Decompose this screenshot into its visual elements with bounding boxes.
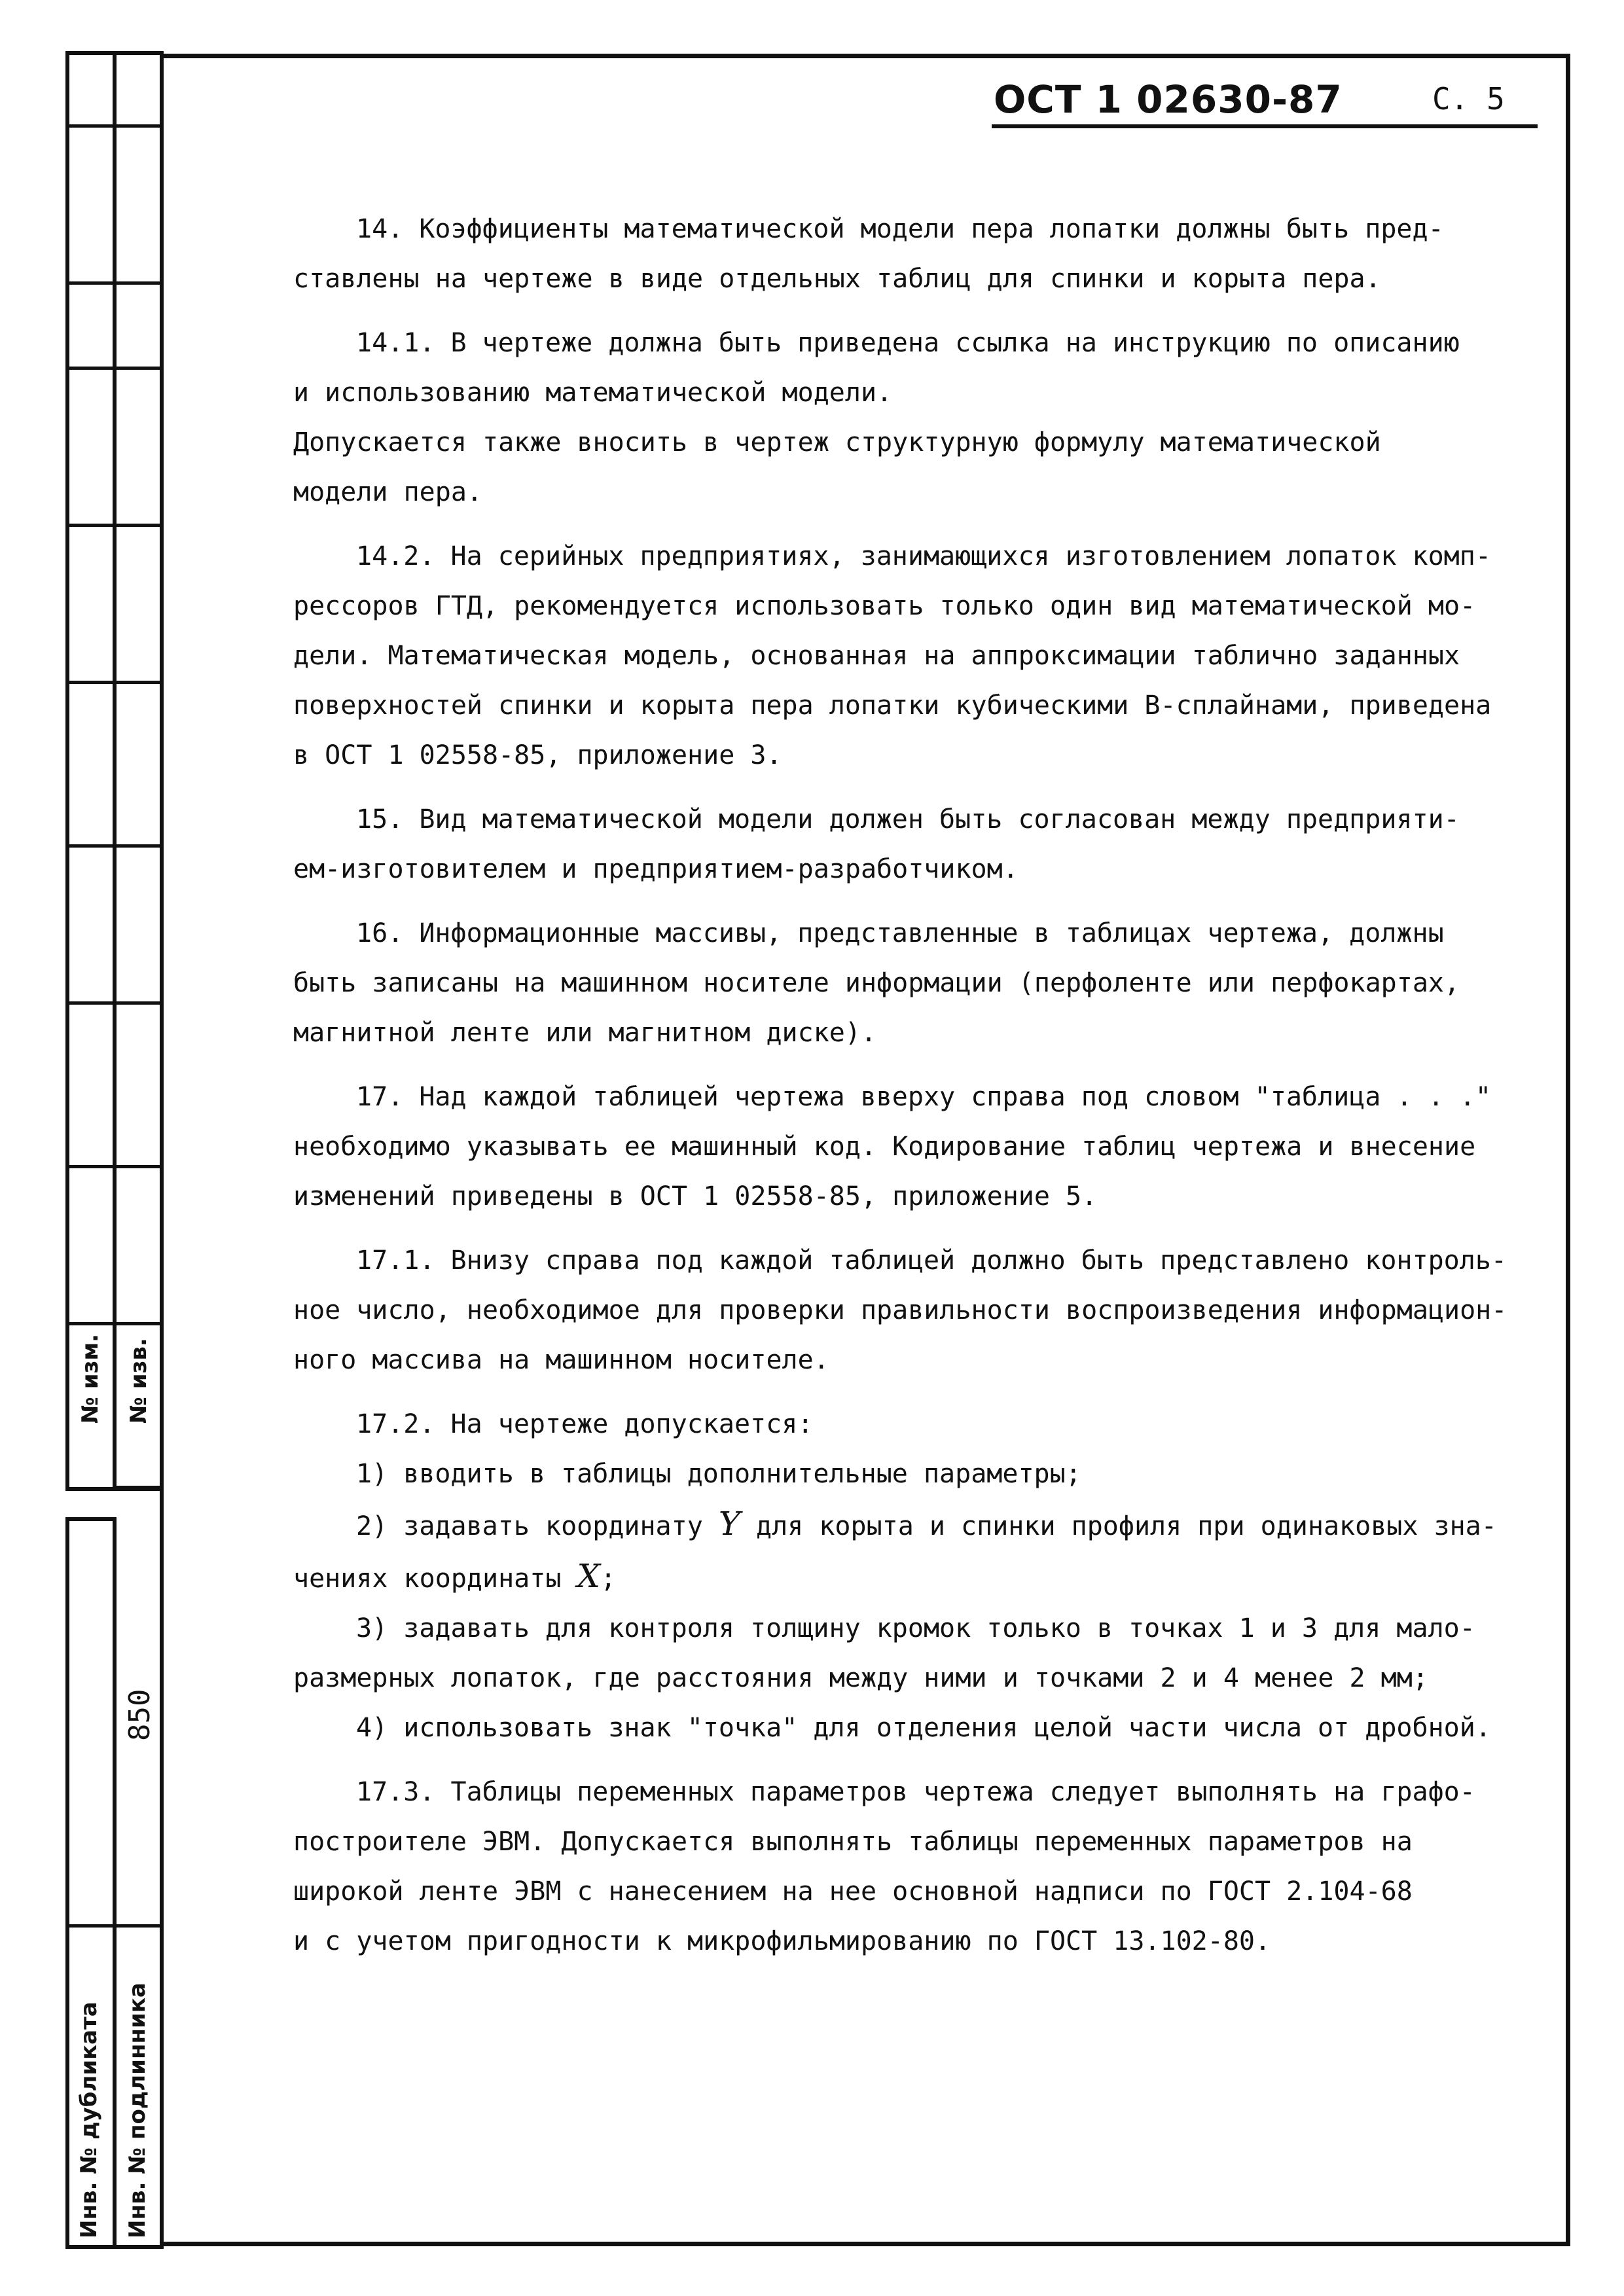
- document-code: ОСТ 1 02630-87: [994, 77, 1343, 122]
- list-item-3: 3) задавать для контроля толщину кромок только в точках 1 и 3 для мало-: [356, 1613, 1475, 1643]
- paragraph-14-line: 14. Коэффициенты математической модели пера лопатки должны быть пред-: [356, 214, 1444, 244]
- paragraph-15-line: 15. Вид математической модели должен быть согласован между предприяти-: [356, 804, 1460, 834]
- list-item-3: размерных лопаток, где расстояния между ними и точками 2 и 4 менее 2 мм;: [293, 1663, 1428, 1693]
- paragraph-17-1-line: 17.1. Внизу справа под каждой таблицей должно быть представлено контроль-: [356, 1246, 1507, 1276]
- paragraph-17-3-line: и с учетом пригодности к микрофильмированию по ГОСТ 13.102-80.: [293, 1926, 1271, 1956]
- paragraph-17-1-line: ное число, необходимое для проверки правильности воспроизведения информацион-: [293, 1295, 1507, 1325]
- list-item-4: 4) использовать знак "точка" для отделения целой части числа от дробной.: [356, 1713, 1491, 1743]
- paragraph-14-1-line: и использованию математической модели.: [293, 378, 893, 408]
- paragraph-14-2-line: 14.2. На серийных предприятиях, занимающихся изготовлением лопаток комп-: [356, 541, 1491, 571]
- paragraph-17-3-line: построителе ЭВМ. Допускается выполнять таблицы переменных параметров на: [293, 1827, 1413, 1857]
- list-item-2-text: для корыта и спинки профиля при одинаковых зна-: [740, 1511, 1497, 1541]
- paragraph-17-line: изменений приведены в ОСТ 1 02558-85, приложение 5.: [293, 1181, 1098, 1211]
- change-number-label: № изм.: [77, 1333, 103, 1424]
- margin-cell-divider: [65, 367, 164, 370]
- header-rule: [992, 124, 1538, 128]
- margin-cell-divider: [65, 281, 164, 285]
- paragraph-14-2-line: рессоров ГТД, рекомендуется использовать только один вид математической мо-: [293, 591, 1476, 621]
- list-item-2: [293, 1499, 1524, 1551]
- margin-cell-divider: [65, 1165, 164, 1168]
- paragraph-16-line: магнитной ленте или магнитном диске).: [293, 1018, 877, 1048]
- paragraph-17-3-line: широкой ленте ЭВМ с нанесением на нее основной надписи по ГОСТ 2.104-68: [293, 1876, 1413, 1907]
- paragraph-14-line: ставлены на чертеже в виде отдельных таблиц для спинки и корыта пера.: [293, 264, 1381, 294]
- paragraph-14-1-line: 14.1. В чертеже должна быть приведена ссылка на инструкцию по описанию: [356, 328, 1460, 358]
- paragraph-15-line: ем-изготовителем и предприятием-разработчиком.: [293, 854, 1019, 884]
- margin-strip-left-top: [65, 51, 117, 1491]
- paragraph-17-1-line: ного массива на машинном носителе.: [293, 1345, 829, 1375]
- page-number: С. 5: [1432, 81, 1505, 117]
- margin-cell-divider: [65, 1322, 164, 1325]
- document-body: [293, 204, 1524, 1966]
- duplicate-inventory-label: Инв. № дубликата: [76, 2001, 102, 2238]
- paragraph-14-2-line: в ОСТ 1 02558-85, приложение 3.: [293, 740, 782, 770]
- margin-cell-divider: [65, 1924, 164, 1928]
- paragraph-16-line: 16. Информационные массивы, представленные в таблицах чертежа, должны: [356, 918, 1444, 948]
- margin-cell-divider: [65, 1001, 164, 1005]
- paragraph-17-3-line: 17.3. Таблицы переменных параметров чертежа следует выполнять на графо-: [356, 1777, 1475, 1807]
- list-item-2-text: 2) задавать координату: [356, 1511, 719, 1541]
- margin-cell-divider: [65, 844, 164, 848]
- coordinate-y-symbol: Y: [718, 1505, 740, 1543]
- paragraph-16-line: быть записаны на машинном носителе информации (перфоленте или перфокартах,: [293, 968, 1460, 998]
- margin-cell-divider: [65, 681, 164, 684]
- list-item-2-text: чениях координаты: [293, 1564, 577, 1594]
- paragraph-14-1-line: Допускается также вносить в чертеж структурную формулу математической: [293, 427, 1381, 457]
- list-item-1: 1) вводить в таблицы дополнительные параметры;: [356, 1459, 1081, 1489]
- notice-number-label: № изв.: [126, 1338, 152, 1424]
- inventory-number-value: 850: [123, 1689, 156, 1741]
- paragraph-14-2-line: поверхностей спинки и корыта пера лопатки кубическими В-сплайнами, приведена: [293, 691, 1492, 721]
- list-item-2-text: ;: [600, 1564, 617, 1594]
- paragraph-17-line: 17. Над каждой таблицей чертежа вверху справа под словом "таблица . . .": [356, 1082, 1491, 1112]
- margin-cell-divider: [65, 124, 164, 128]
- paragraph-17-2-line: 17.2. На чертеже допускается:: [356, 1409, 814, 1439]
- margin-strip-right-top: [113, 51, 164, 1491]
- paragraph-14-1-line: модели пера.: [293, 477, 482, 507]
- margin-cell-divider: [65, 524, 164, 527]
- original-inventory-label: Инв. № подлинника: [124, 1982, 151, 2238]
- paragraph-17-line: необходимо указывать ее машинный код. Кодирование таблиц чертежа и внесение: [293, 1132, 1476, 1162]
- paragraph-14-2-line: дели. Математическая модель, основанная на аппроксимации таблично заданных: [293, 641, 1460, 671]
- list-item-2-continuation: [293, 1551, 1524, 1604]
- coordinate-x-symbol: X: [577, 1557, 601, 1595]
